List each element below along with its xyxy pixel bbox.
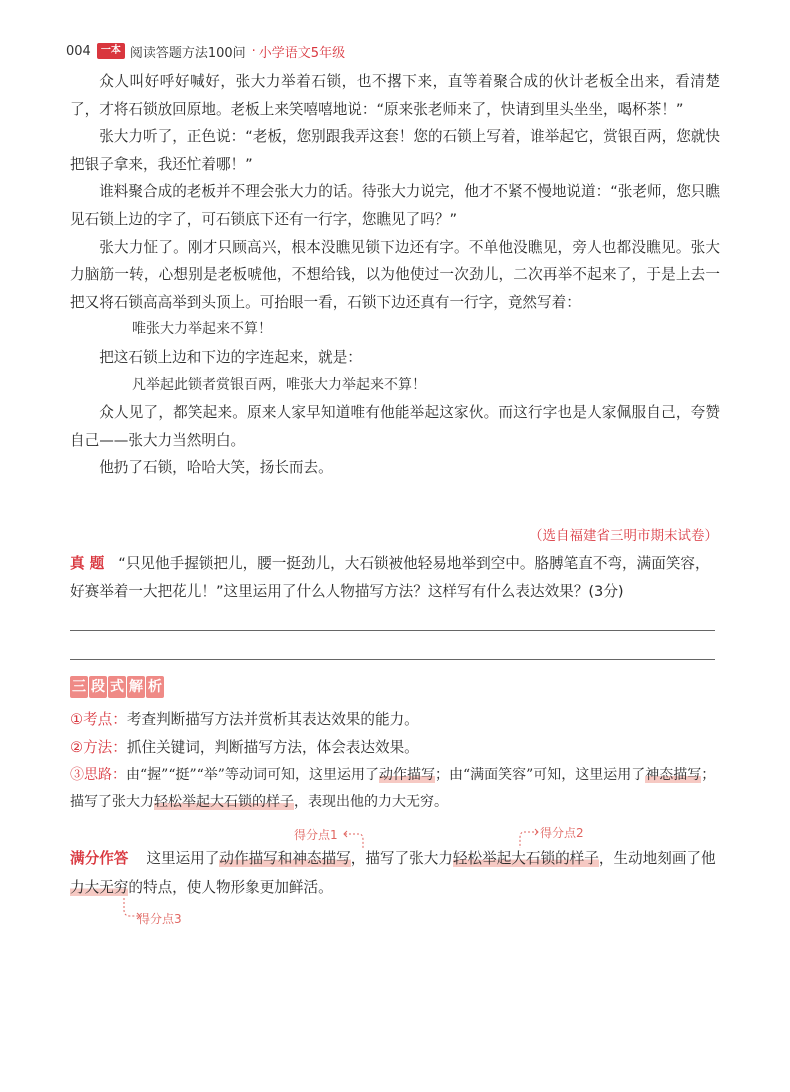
story-quote: 唯张大力举起来不算！ (132, 321, 272, 338)
story-text (70, 68, 720, 482)
item-text: ；描写了张大力 (70, 766, 716, 811)
analysis-list (70, 706, 720, 817)
model-answer (70, 845, 720, 902)
header-separator: · (251, 43, 256, 59)
story-paragraph: 把这石锁上边和下边的字连起来，就是： (99, 348, 362, 366)
highlight: 轻松举起大石锁的样子 (154, 794, 294, 811)
page-header (66, 40, 345, 62)
story-paragraph: 众人见了，都笑起来。原来人家早知道唯有他能举起这家伙。而这行字也是人家佩服自己，夸赞自己——张大力当然明白。 (70, 404, 720, 449)
title-char: 三 (70, 676, 88, 698)
highlight: 神态描写 (645, 766, 702, 783)
answer-line (70, 659, 715, 660)
highlight: 动作描写和神态描写 (219, 850, 351, 867)
question-text: “只见他手握锁把儿，腰一挺劲儿，大石锁被他轻易地举到空中。胳膊笔直不弯，满面笑容，好赛举着一大把花儿！”这里运用了什么人物描写方法？这样写有什么表达效果？(3分) (70, 555, 710, 600)
answer-text: ，描写了张大力 (350, 850, 453, 867)
story-paragraph: 张大力怔了。刚才只顾高兴，根本没瞧见锁下边还有字。不单他没瞧见，旁人也都没瞧见。张大力脑筋一转，心想别是老板唬他，不想给钱，以为他使过一次劲儿，二次再举不起来了，于是上去一把又将石锁高高举到头顶上。可抬眼一看，石锁下边还真有一行字，竟然写着： (70, 238, 720, 311)
score-point-note: 得分点3 (138, 912, 182, 926)
item-text: 抓住关键词，判断描写方法，体会表达效果。 (126, 738, 419, 756)
item-label: ①考点： (70, 711, 127, 728)
answer-label: 满分作答 (70, 850, 129, 867)
exam-question (70, 550, 720, 605)
score-point-note: 得分点2 (540, 826, 584, 840)
score-point-note: 得分点1 (294, 828, 338, 842)
source-note: （选自福建省三明市期末试卷） (529, 528, 718, 544)
item-text: 由“握”“挺”“举”等动词可知，这里运用了 (126, 766, 379, 783)
story-paragraph: 谁料聚合成的老板并不理会张大力的话。待张大力说完，他才不紧不慢地说道：“张老师，您只瞧见石锁上边的字了，可石锁底下还有一行字，您瞧见了吗？” (70, 183, 720, 228)
item-label: ②方法： (70, 738, 127, 756)
item-text: 考查判断描写方法并赏析其表达效果的能力。 (126, 711, 419, 728)
item-text: ；由“满面笑容”可知，这里运用了 (434, 766, 646, 783)
analysis-item (70, 762, 720, 818)
analysis-item (70, 706, 720, 734)
answer-text: 这里运用了 (146, 850, 220, 867)
story-paragraph: 张大力听了，正色说：“老板，您别跟我弄这套！您的石锁上写着，谁举起它，赏银百两，您就快把银子拿来，我还忙着哪！” (70, 128, 720, 173)
answer-text: ，生动地刻画了他 (598, 850, 716, 867)
story-paragraph: 众人叫好呼好喊好，张大力举着石锁，也不撂下来，直等着聚合成的伙计老板全出来，看清楚了，才将石锁放回原地。老板上来笑嘻嘻地说：“原来张老师来了，快请到里头坐坐，喝杯茶！” (70, 73, 720, 118)
title-char: 解 (127, 676, 145, 698)
page-number: 004 (66, 43, 91, 59)
title-char: 式 (108, 676, 126, 698)
answer-line (70, 630, 715, 631)
book-title: 阅读答题方法100问 (129, 45, 246, 61)
analysis-item (70, 734, 720, 762)
story-quote: 凡举起此锁者赏银百两，唯张大力举起来不算！ (132, 376, 426, 393)
highlight: 动作描写 (378, 766, 435, 783)
item-label: ③思路： (70, 766, 126, 783)
title-char: 析 (146, 676, 164, 698)
highlight: 力大无穷 (70, 878, 129, 896)
grade-label: 小学语文5年级 (258, 45, 346, 61)
title-char: 段 (89, 676, 107, 698)
highlight: 轻松举起大石锁的样子 (452, 850, 599, 867)
analysis-title (70, 676, 165, 698)
item-text: ，表现出他的力大无穷。 (294, 794, 448, 811)
question-label: 真 题 (70, 555, 105, 572)
story-paragraph: 他扔了石锁，哈哈大笑，扬长而去。 (99, 459, 333, 477)
brand-logo: 一本 (97, 43, 125, 59)
answer-text: 的特点，使人物形象更加鲜活。 (128, 878, 333, 896)
